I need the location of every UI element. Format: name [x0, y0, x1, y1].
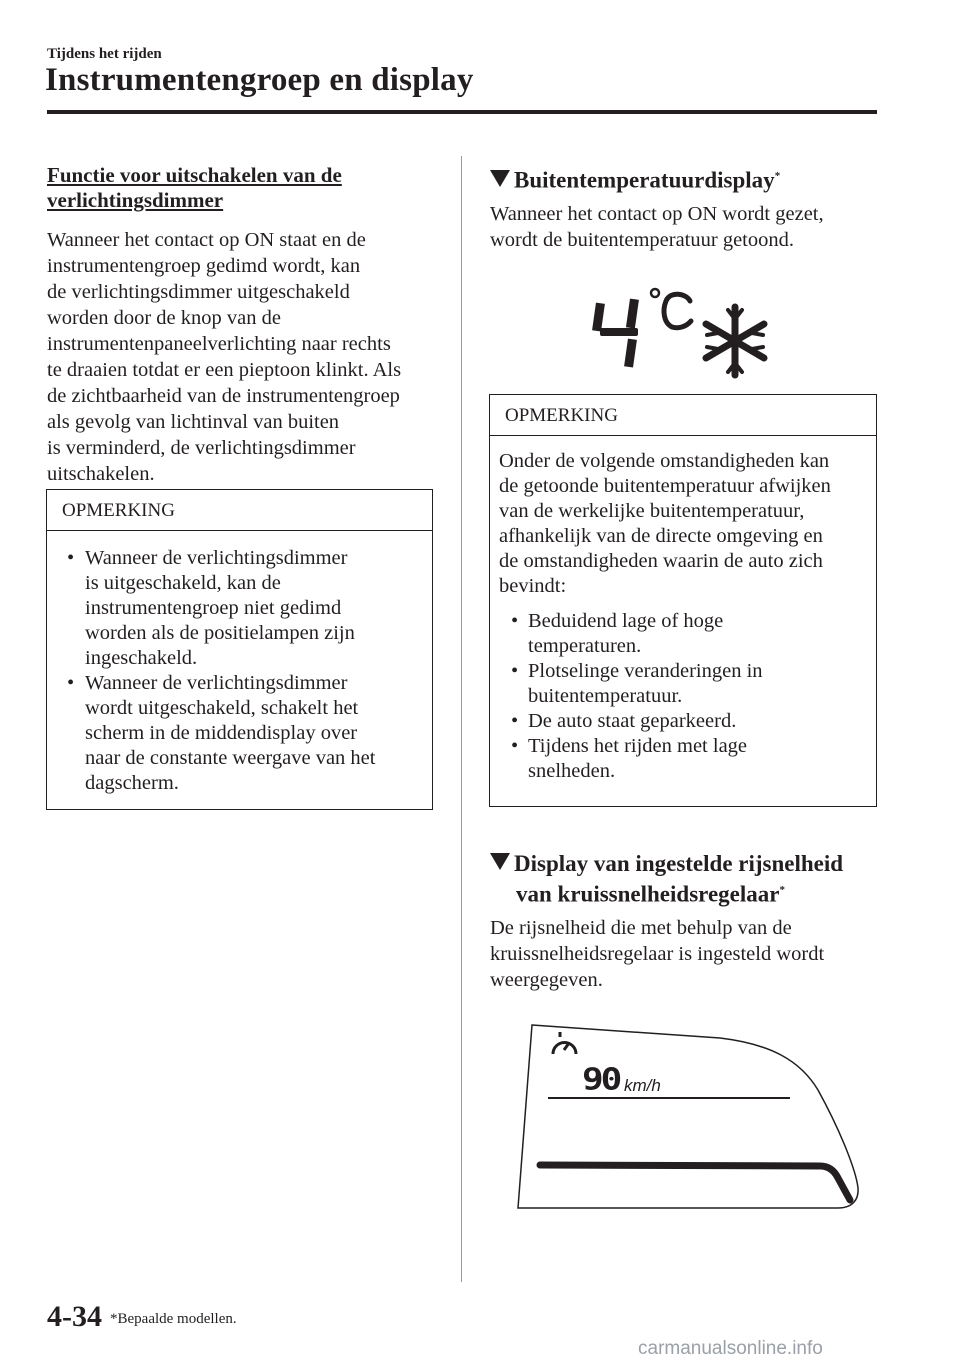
temperature-paragraph	[490, 201, 880, 253]
heading-text: Display van ingestelde rijsnelheid	[514, 851, 844, 876]
text-line: De auto staat geparkeerd.	[528, 710, 737, 732]
text-line: worden door de knop van de	[47, 307, 281, 329]
text-line: Beduidend lage of hoge	[528, 610, 724, 632]
text-line: De rijsnelheid die met behulp van de	[490, 917, 792, 939]
note-heading: OPMERKING	[47, 490, 432, 531]
heading-line	[490, 851, 890, 877]
header-rule	[47, 110, 877, 114]
text-line: ingeschakeld.	[85, 647, 198, 669]
celsius-icon	[651, 289, 691, 328]
bar-line	[540, 1165, 850, 1200]
text-line: de getoonde buitentemperatuur afwijken	[499, 475, 831, 497]
bullet-dot: •	[67, 672, 75, 694]
text-line: afhankelijk van de directe omgeving en	[499, 525, 823, 547]
speed-value: 90	[582, 1062, 620, 1097]
asterisk: *	[779, 884, 785, 896]
display-frame	[518, 1025, 858, 1208]
text-line: instrumentenpaneelverlichting naar rechts	[47, 333, 391, 355]
section-heading-cruise	[490, 851, 890, 908]
text-line: van de werkelijke buitentemperatuur,	[499, 500, 805, 522]
note-heading: OPMERKING	[490, 395, 876, 436]
text-line: wordt de buitentemperatuur getoond.	[490, 229, 794, 251]
bullet-dot: •	[511, 660, 519, 682]
list-item	[499, 659, 868, 709]
text-line: scherm in de middendisplay over	[85, 722, 358, 744]
text-line: als gevolg van lichtinval van buiten	[47, 411, 340, 433]
list-item	[47, 671, 432, 796]
text-line: Onder de volgende omstandigheden kan	[499, 450, 830, 472]
footnote: *Bepaalde modellen.	[110, 1311, 237, 1327]
text-line: bevindt:	[499, 575, 567, 597]
snowflake-icon	[706, 307, 764, 375]
bullet-dot: •	[511, 735, 519, 757]
triangle-marker-icon	[490, 853, 510, 870]
list-item	[499, 709, 868, 734]
text-line: Wanneer het contact op ON wordt gezet,	[490, 203, 824, 225]
text-line: kruissnelheidsregelaar is ingesteld wordt	[490, 943, 825, 965]
text-line: Wanneer de verlichtingsdimmer	[85, 672, 348, 694]
text-line: snelheden.	[528, 760, 616, 782]
section-label: Tijdens het rijden	[47, 46, 162, 62]
text-line: Wanneer het contact op ON staat en de	[47, 229, 366, 251]
speed-unit: km/h	[624, 1076, 661, 1095]
text-line: uitschakelen.	[47, 463, 155, 485]
text-line: Tijdens het rijden met lage	[528, 735, 748, 757]
text-line: weergegeven.	[490, 969, 603, 991]
text-line: instrumentengroep gedimd wordt, kan	[47, 255, 361, 277]
text-line: Wanneer de verlichtingsdimmer	[85, 547, 348, 569]
heading-text: van kruissnelheidsregelaar	[516, 881, 780, 907]
subheading-line: verlichtingsdimmer	[47, 188, 224, 212]
text-line: de omstandigheden waarin de auto zich	[499, 550, 823, 572]
text-line: is uitgeschakeld, kan de	[85, 572, 281, 594]
text-line: naar de constante weergave van het	[85, 747, 376, 769]
bullet-dot: •	[511, 710, 519, 732]
left-subheading	[47, 163, 447, 213]
left-paragraph	[47, 227, 447, 487]
text-line: is verminderd, de verlichtingsdimmer	[47, 437, 356, 459]
temperature-display	[590, 285, 780, 380]
text-line: instrumentengroep niet gedimd	[85, 597, 342, 619]
text-line: de verlichtingsdimmer uitgeschakeld	[47, 281, 350, 303]
watermark: carmanualsonline.info	[638, 1338, 823, 1359]
heading-line	[490, 877, 890, 908]
text-line: dagscherm.	[85, 772, 179, 794]
text-line: Plotselinge veranderingen in	[528, 660, 763, 682]
list-item	[47, 546, 432, 671]
note-box-right	[489, 394, 877, 807]
column-divider	[461, 156, 462, 1282]
note-box-left	[46, 489, 433, 810]
text-line: te draaien totdat er een pieptoon klinkt. Als	[47, 359, 402, 381]
text-line: wordt uitgeschakeld, schakelt het	[85, 697, 359, 719]
page-number: 4-34	[47, 1300, 102, 1333]
text-line: buitentemperatuur.	[528, 685, 683, 707]
cruise-control-icon	[553, 1032, 576, 1054]
note-body	[490, 436, 876, 784]
text-line: temperaturen.	[528, 635, 642, 657]
heading-text: Buitentemperatuurdisplay	[514, 167, 775, 193]
temperature-display-graphic	[590, 285, 780, 380]
triangle-marker-icon	[490, 170, 510, 187]
subheading-line: Functie voor uitschakelen van de	[47, 163, 342, 187]
text-line: de zichtbaarheid van de instrumentengroep	[47, 385, 400, 407]
cruise-paragraph	[490, 915, 890, 993]
cruise-display	[500, 1020, 865, 1215]
section-heading-temperature	[490, 163, 880, 194]
digit-4-icon	[592, 299, 639, 368]
note-body	[47, 531, 432, 796]
text-line: worden als de positielampen zijn	[85, 622, 355, 644]
chapter-title: Instrumentengroep en display	[45, 62, 474, 98]
asterisk: *	[774, 170, 781, 182]
list-item	[499, 734, 868, 784]
bullet-dot: •	[511, 610, 519, 632]
bullet-dot: •	[67, 547, 75, 569]
list-item	[499, 609, 868, 659]
cruise-display-graphic	[500, 1020, 865, 1215]
